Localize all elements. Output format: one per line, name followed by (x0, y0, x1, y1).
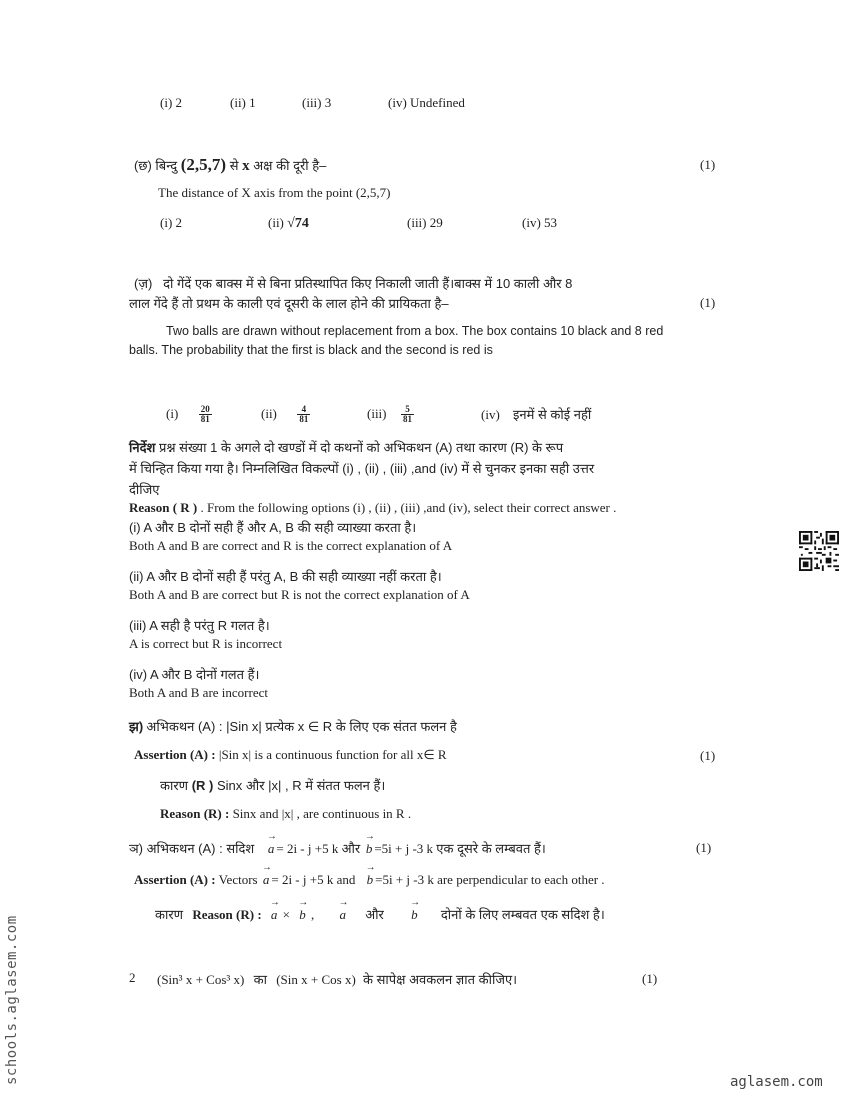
question-2-text: (Sin³ x + Cos³ x) का (Sin x + Cos x) के सापेक्ष अवकलन ज्ञात कीजिए। (157, 972, 518, 987)
option-chh-4: (iv) 53 (522, 215, 558, 230)
point-coords: (2,5,7) (180, 155, 227, 174)
sqrt-value: √74 (287, 216, 309, 231)
question-2-number: 2 (129, 970, 136, 985)
marks-jha: (1) (700, 748, 716, 763)
choice-2-english: Both A and B are correct but R is not the correct explanation of A (129, 587, 470, 602)
instructions-reason: Reason ( R ) . From the following options (i) , (ii) , (iii) ,and (iv), select their correct answer . (129, 500, 617, 515)
question-jha-reason-hindi: कारण (R ) Sinx और |x| , R में संतत फलन हैं। (160, 778, 386, 793)
option-chh-3: (iii) 29 (407, 215, 443, 230)
fraction-20-81: $\frac{20}{81}$ (200, 404, 210, 425)
prev-option-3: (iii) 3 (302, 95, 332, 110)
question-jha-hindi: झ) अभिकथन (A) : |Sin x| प्रत्येक x ∈ R के लिए एक संतत फलन है (129, 719, 457, 734)
option-ja-4: (iv) इनमें से कोई नहीं (481, 407, 592, 422)
choice-1-hindi: (i) A और B दोनों सही हैं और A, B की सही व्याख्या करता है। (129, 520, 417, 535)
question-label: (छ) (134, 158, 152, 173)
instructions-line2: में चिन्हित किया गया है। निम्नलिखित विकल्पों (i) , (ii) , (iii) ,and (iv) में से चुनकर इनका सही उत्तर (129, 461, 595, 476)
marks-ja: (1) (700, 295, 716, 310)
choice-4-english: Both A and B are incorrect (129, 685, 268, 700)
choice-1-english: Both A and B are correct and R is the correct explanation of A (129, 538, 453, 553)
fraction-5-81: $\frac{5}{81}$ (403, 404, 412, 425)
watermark-left: schools.aglasem.com (4, 915, 20, 1085)
question-ja-line1: (ज़) दो गेंदें एक बाक्स में से बिना प्रतिस्थापित किए निकाली जाती हैं।बाक्स में 10 काली और 8 (134, 276, 573, 291)
question-nya-reason: कारण Reason (R) : → a × → b , → a और → b दोनों के लिए लम्बवत एक सदिश है। (155, 905, 605, 923)
question-jha-reason-english: Reason (R) : Sinx and |x| , are continuous in R . (160, 806, 412, 821)
option-chh-1: (i) 2 (160, 215, 183, 230)
instructions-line3: दीजिए (129, 482, 160, 497)
option-ja-2: (ii) $\frac{4}{81}$ (261, 404, 309, 425)
choice-2-hindi: (ii) A और B दोनों सही हैं परंतु A, B की सही व्याख्या नहीं करता है। (129, 569, 442, 584)
choice-3-hindi: (iii) A सही है परंतु R गलत है। (129, 618, 270, 633)
option-chh-2: (ii) √74 (268, 215, 309, 231)
prev-option-1: (i) 2 (160, 95, 183, 110)
qr-code-icon (799, 531, 839, 571)
choice-4-hindi: (iv) A और B दोनों गलत हैं। (129, 667, 260, 682)
english-ja-line2: balls. The probability that the first is black and the second is red is (129, 343, 493, 357)
question-nya-assertion: Assertion (A) : Vectors → a = 2i - j +5 k and → b =5i + j -3 k are perpendicular to each other . (134, 872, 605, 888)
question-nya-hindi: ञ) अभिकथन (A) : सदिश → a = 2i - j +5 k और → b =5i + j -3 k एक दूसरे के लम्बवत हैं। (129, 839, 546, 857)
option-ja-1: (i) $\frac{20}{81}$ (166, 404, 210, 425)
vector-a: → a (266, 841, 277, 857)
question-chh: (छ) बिन्दु (2,5,7) से x अक्ष की दूरी है– (134, 155, 327, 174)
question-jha-assertion: Assertion (A) : |Sin x| is a continuous function for all x∈ R (134, 747, 447, 762)
english-ja-line1: Two balls are drawn without replacement from a box. The box contains 10 black and 8 red (166, 324, 664, 338)
vector-b: → b (364, 841, 375, 857)
fraction-4-81: $\frac{4}{81}$ (299, 404, 309, 425)
instructions-title: निर्देश (129, 440, 156, 455)
watermark-bottom-right: aglasem.com (730, 1074, 823, 1090)
english-chh: The distance of X axis from the point (2,5,7) (158, 185, 391, 200)
marks-q2: (1) (642, 971, 658, 986)
question-ja-line2: लाल गेंदे हैं तो प्रथम के काली एवं दूसरी के लाल होने की प्रायिकता है– (129, 296, 449, 311)
option-ja-3: (iii) $\frac{5}{81}$ (367, 404, 412, 425)
marks-nya: (1) (696, 840, 712, 855)
choice-3-english: A is correct but R is incorrect (129, 636, 283, 651)
prev-option-4: (iv) Undefined (388, 95, 465, 110)
marks-chh: (1) (700, 157, 716, 172)
prev-option-2: (ii) 1 (230, 95, 256, 110)
instructions-line1: निर्देश प्रश्न संख्या 1 के अगले दो खण्डों में दो कथनों को अभिकथन (A) तथा कारण (R) के रूप (129, 440, 564, 455)
